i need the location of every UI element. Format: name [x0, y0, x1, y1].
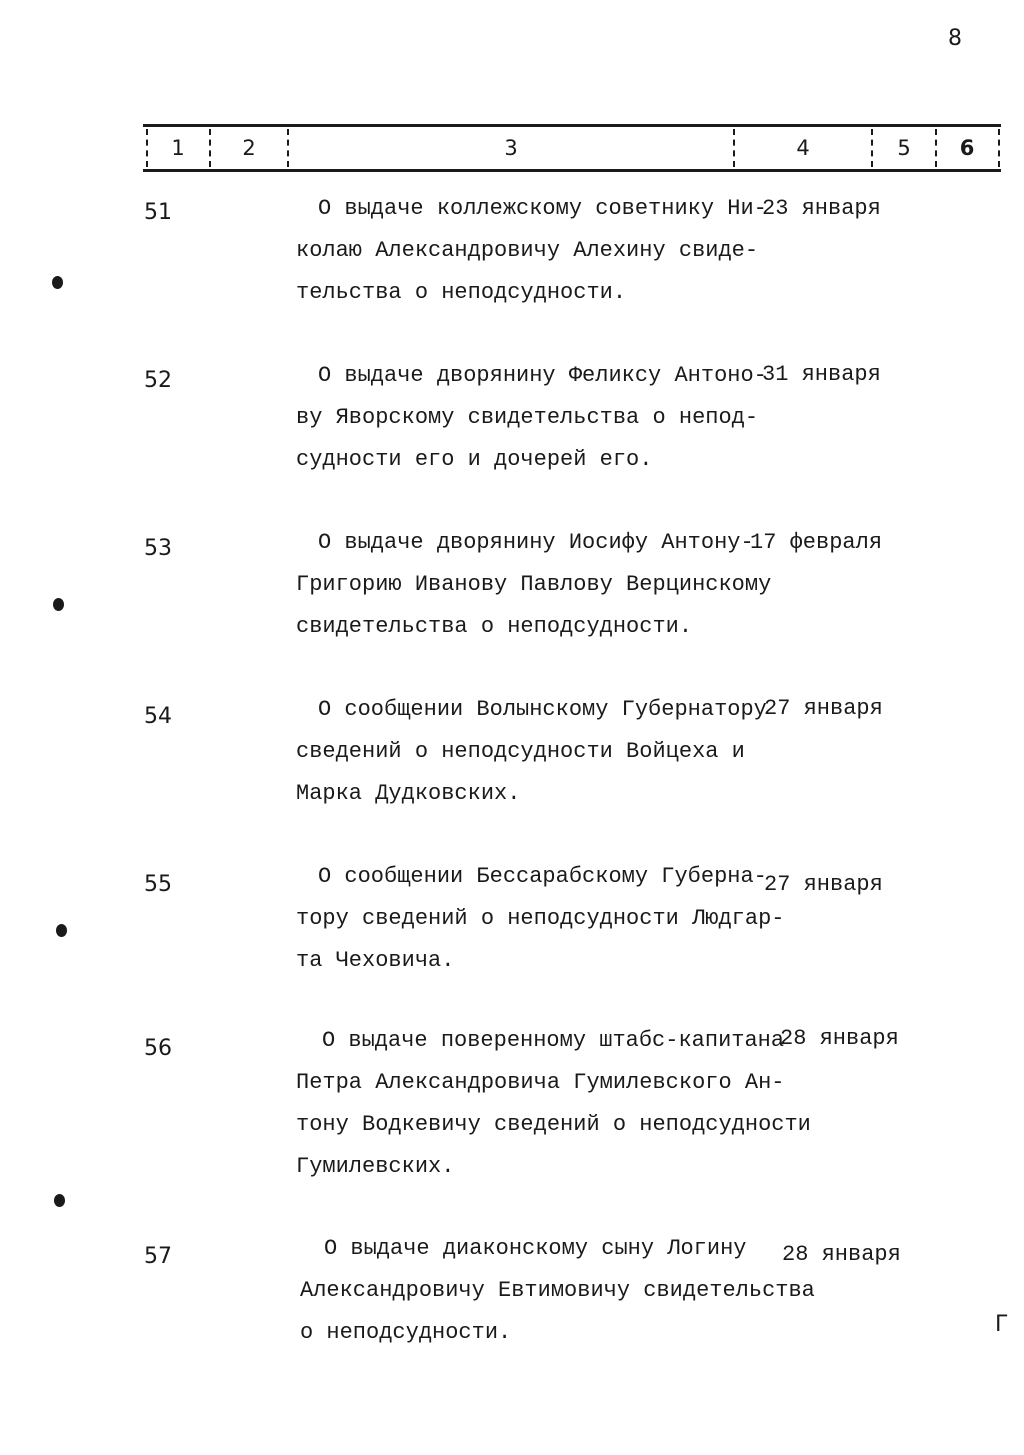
table-header — [143, 124, 1001, 172]
entry-text-line: та Чеховича. — [296, 948, 455, 973]
entry-text-line: судности его и дочерей его. — [296, 447, 653, 472]
header-col-6: 6 — [959, 136, 975, 160]
entry-number-51: 51 — [144, 200, 172, 225]
page-number: 8 — [948, 26, 962, 51]
entry-number-53: 53 — [144, 536, 172, 561]
punch-hole — [54, 1194, 65, 1207]
punch-hole — [52, 276, 63, 289]
entry-text-line: тельства о неподсудности. — [296, 280, 627, 305]
entry-number-52: 52 — [144, 368, 172, 393]
punch-hole — [53, 598, 64, 611]
entry-text-line: о неподсудности. — [300, 1320, 512, 1345]
header-col-1: 1 — [171, 136, 185, 160]
entry-text-54 — [296, 689, 816, 815]
entry-date-52: 31 января — [762, 362, 881, 387]
entry-text-57 — [300, 1228, 840, 1354]
entry-date-55: 27 января — [764, 872, 883, 897]
entry-text-line: Марка Дудковских. — [296, 781, 521, 806]
margin-mark: Г — [995, 1312, 1009, 1337]
header-col-2: 2 — [242, 136, 256, 160]
entry-text-line: тону Водкевичу сведений о неподсудности — [296, 1112, 811, 1137]
entry-text-line: ву Яворскому свидетельства о непод- — [296, 405, 759, 430]
entry-number-57: 57 — [144, 1244, 172, 1269]
entry-text-55 — [296, 856, 816, 982]
entry-text-56 — [296, 1020, 836, 1188]
entry-number-54: 54 — [144, 704, 172, 729]
header-col-5: 5 — [897, 136, 911, 160]
entry-text-line: колаю Александровичу Алехину свиде- — [296, 238, 759, 263]
entry-text-line: О выдаче поверенному штабс-капитана — [322, 1028, 785, 1053]
entry-text-line: Гумилевских. — [296, 1154, 455, 1179]
entry-text-line: Александровичу Евтимовичу свидетельства — [300, 1278, 815, 1303]
punch-hole — [56, 924, 67, 937]
entry-text-53 — [296, 522, 816, 648]
entry-text-52 — [296, 355, 816, 481]
entry-date-57: 28 января — [782, 1242, 901, 1267]
entry-text-line: О выдаче диаконскому сыну Логину — [324, 1236, 747, 1261]
entry-text-line: О сообщении Бессарабскому Губерна- — [318, 864, 767, 889]
entry-number-55: 55 — [144, 872, 172, 897]
entry-text-line: свидетельства о неподсудности. — [296, 614, 693, 639]
entry-text-line: сведений о неподсудности Войцеха и — [296, 739, 745, 764]
entry-text-line: Петра Александровича Гумилевского Ан- — [296, 1070, 785, 1095]
entry-text-line: Григорию Иванову Павлову Верцинскому — [296, 572, 772, 597]
entry-text-line: О выдаче дворянину Иосифу Антону- — [318, 530, 754, 555]
entry-text-51 — [296, 188, 816, 314]
entry-text-line: О выдаче дворянину Феликсу Антоно- — [318, 363, 767, 388]
entry-number-56: 56 — [144, 1036, 172, 1061]
entry-text-line: тору сведений о неподсудности Людгар- — [296, 906, 785, 931]
entry-date-53: 17 февраля — [750, 530, 883, 555]
entry-date-56: 28 января — [780, 1026, 899, 1051]
entry-date-51: 23 января — [762, 196, 881, 221]
entry-text-line: О выдаче коллежскому советнику Ни- — [318, 196, 767, 221]
header-col-4: 4 — [796, 136, 810, 160]
header-col-3: 3 — [504, 136, 518, 160]
entry-date-54: 27 января — [764, 696, 883, 721]
entry-text-line: О сообщении Волынскому Губернатору — [318, 697, 767, 722]
